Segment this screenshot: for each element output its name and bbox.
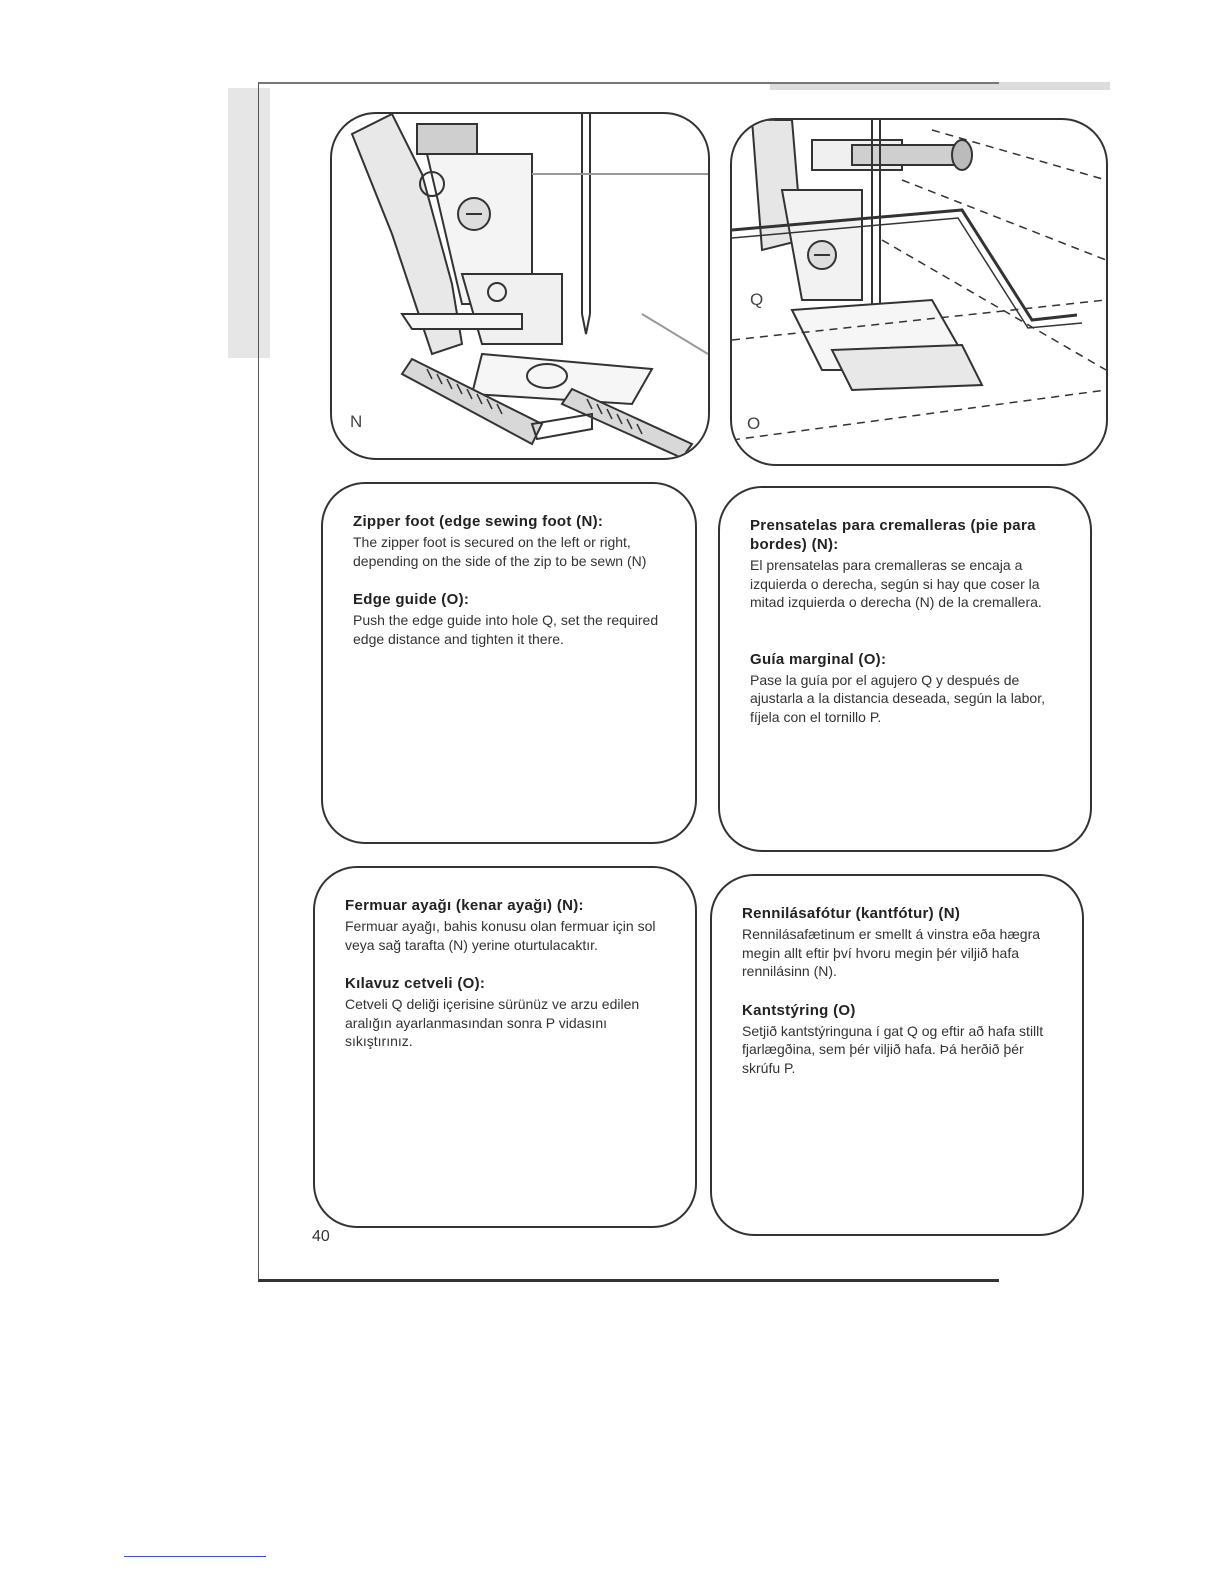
illustration-edge-guide bbox=[730, 118, 1108, 466]
icelandic-body-edge-guide: Setjið kantstýringuna í gat Q og eftir að hafa stillt fjarlægðina, sem þér viljið hafa. Þá herðið þér skrúfu P. bbox=[742, 1022, 1044, 1076]
turkish-body-zipper-foot: Fermuar ayağı, bahis konusu olan fermuar için sol veya sağ tarafta (N) yerine oturtulacaktır. bbox=[345, 918, 656, 953]
english-title-zipper-foot: Zipper foot (edge sewing foot (N): bbox=[353, 513, 604, 530]
turkish-title-zipper-foot: Fermuar ayağı (kenar ayağı) (N): bbox=[345, 897, 584, 914]
spanish-body-edge-guide: Pase la guía por el agujero Q y después de ajustarla a la distancia deseada, según la labor, fíjela con el tornillo P. bbox=[750, 671, 1045, 725]
icelandic-title-edge-guide: Kantstýring (O) bbox=[742, 1001, 856, 1019]
english-title-edge-guide: Edge guide (O): bbox=[353, 591, 470, 608]
bottom-link-line bbox=[124, 1556, 266, 1557]
text-box-english bbox=[321, 482, 697, 844]
icelandic-body-zipper-foot: Rennilásafætinum er smellt á vinstra eða hægra megin allt eftir því hvoru megin þér viljið hafa rennilásinn (N). bbox=[742, 926, 1041, 979]
turkish-title-edge-guide: Kılavuz cetveli (O): bbox=[345, 975, 486, 992]
text-box-icelandic bbox=[710, 874, 1084, 1236]
text-box-spanish bbox=[718, 486, 1092, 852]
label-n: N bbox=[350, 412, 363, 431]
label-o: O bbox=[747, 414, 761, 433]
english-body-zipper-foot: The zipper foot is secured on the left or right, depending on the side of the zip to be sewn (N) bbox=[353, 534, 647, 569]
spanish-title-zipper-foot: Prensatelas para cremalleras (pie para bordes) (N): bbox=[750, 517, 1036, 553]
label-q: Q bbox=[750, 290, 764, 309]
page-number: 40 bbox=[312, 1228, 330, 1245]
turkish-body-edge-guide: Cetveli Q deliği içerisine sürünüz ve arzu edilen aralığın ayarlanmasından sonra P vidasını sıkıştırınız. bbox=[345, 996, 640, 1049]
icelandic-title-zipper-foot: Rennilásafótur (kantfótur) (N) bbox=[742, 905, 961, 922]
text-box-turkish bbox=[313, 866, 697, 1228]
edge-guide-drawing bbox=[732, 120, 1106, 464]
spanish-body-zipper-foot: El prensatelas para cremalleras se encaja a izquierda o derecha, según si hay que coser la mitad izquierda o derecha (N) de la cremallera. bbox=[750, 557, 1042, 610]
english-body-edge-guide: Push the edge guide into hole Q, set the required edge distance and tighten it there. bbox=[353, 612, 659, 647]
zipper-foot-drawing bbox=[332, 114, 708, 458]
spanish-title-edge-guide: Guía marginal (O): bbox=[750, 650, 887, 668]
illustration-zipper-foot bbox=[330, 112, 710, 460]
